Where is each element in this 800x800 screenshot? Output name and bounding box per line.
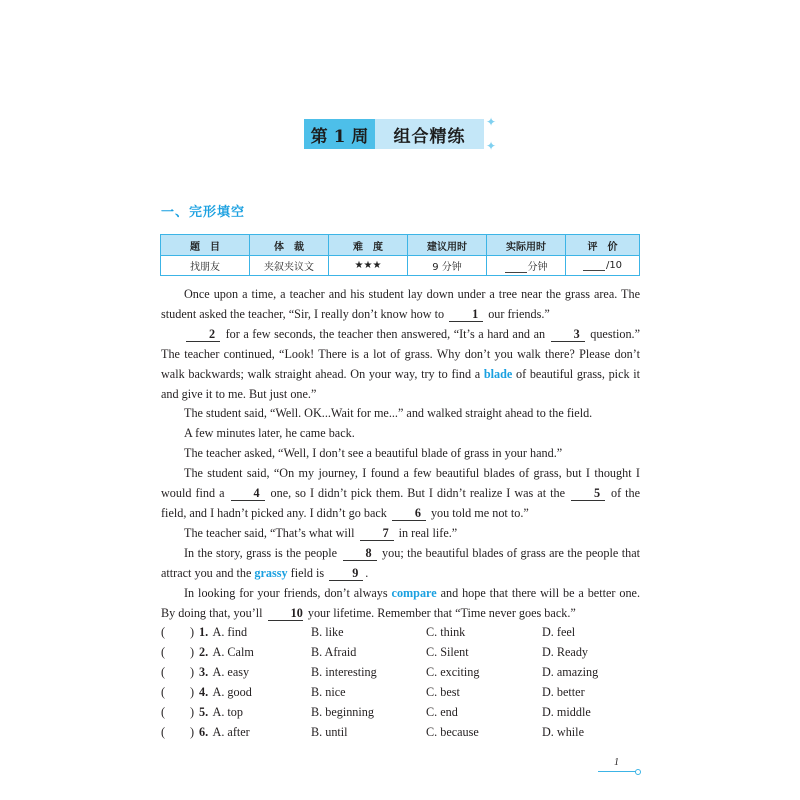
- option-d[interactable]: D. better: [542, 684, 585, 699]
- question-number: 1.: [199, 624, 209, 639]
- bracket-close: ): [189, 644, 194, 659]
- passage-text: .: [365, 565, 369, 580]
- option-a-text: A. after: [212, 724, 250, 739]
- option-b[interactable]: B. nice: [311, 684, 346, 699]
- question-row: [161, 622, 641, 642]
- blank-9: 9: [329, 566, 363, 581]
- answer-bracket[interactable]: [161, 725, 199, 740]
- score-blank[interactable]: [583, 260, 605, 271]
- bracket-open: (: [161, 724, 166, 739]
- passage-text: for a few seconds, the teacher then answered, “It’s a hard and an: [225, 326, 546, 341]
- header-topic: 题 目: [161, 235, 250, 256]
- option-a-text: A. good: [212, 684, 252, 699]
- score-suffix: /10: [605, 260, 623, 271]
- actual-time-cell[interactable]: [487, 256, 566, 276]
- topic-cell: 找朋友: [161, 256, 250, 276]
- option-a[interactable]: [199, 725, 311, 740]
- question-number: 4.: [199, 684, 209, 699]
- sparkle-icon: ✦: [486, 115, 497, 129]
- option-a[interactable]: [199, 645, 311, 660]
- passage-paragraph: A few minutes later, he came back.: [184, 426, 355, 441]
- passage-text: you told me not to.”: [430, 505, 529, 520]
- answer-bracket[interactable]: [161, 665, 199, 680]
- blank-6: 6: [392, 506, 426, 521]
- passage-text: in real life.”: [398, 525, 458, 540]
- blank-3: 3: [551, 327, 585, 342]
- option-a[interactable]: [199, 685, 311, 700]
- option-c[interactable]: C. because: [426, 724, 479, 739]
- passage-text: your lifetime. Remember that “Time never goes back.”: [307, 605, 576, 620]
- question-row: [161, 682, 641, 702]
- option-d[interactable]: D. while: [542, 724, 584, 739]
- question-number: 3.: [199, 664, 209, 679]
- option-c[interactable]: C. end: [426, 704, 458, 719]
- option-b[interactable]: B. like: [311, 624, 344, 639]
- option-d[interactable]: D. middle: [542, 704, 591, 719]
- blank-5: 5: [571, 486, 605, 501]
- actual-time-unit: 分钟: [527, 262, 548, 273]
- exercise-info-table: [160, 234, 640, 276]
- actual-time-blank[interactable]: [505, 262, 527, 273]
- option-c[interactable]: C. exciting: [426, 664, 480, 679]
- answer-bracket[interactable]: [161, 705, 199, 720]
- passage-paragraph: The teacher asked, “Well, I don’t see a beautiful blade of grass in your hand.”: [184, 446, 563, 461]
- blank-10: 10: [268, 606, 303, 621]
- passage-text: you; the beautiful blades of grass are the people that attract you and the: [161, 545, 641, 580]
- header-difficulty: 难 度: [329, 235, 408, 256]
- option-b[interactable]: B. interesting: [311, 664, 377, 679]
- passage-text: In looking for your friends, don’t always: [184, 585, 388, 600]
- question-number: 5.: [199, 704, 209, 719]
- passage-paragraph: The student said, “Well. OK...Wait for me...” and walked straight ahead to the field.: [184, 406, 593, 421]
- passage-paragraph: [161, 464, 640, 524]
- page-dot-icon: [635, 769, 641, 775]
- bracket-open: (: [161, 684, 166, 699]
- bracket-open: (: [161, 704, 166, 719]
- passage-text: of beautiful grass, pick it and give it to me. But just one.”: [161, 366, 641, 401]
- multiple-choice-list: [161, 622, 641, 742]
- section-heading: 一、完形填空: [161, 205, 246, 220]
- option-a-text: A. find: [212, 624, 248, 639]
- passage-text: Once upon a time, a teacher and his student lay down under a tree near the grass area. The student asked the teacher, “Sir, I really don’t know how to: [161, 287, 640, 321]
- bracket-open: (: [161, 644, 166, 659]
- passage-text: of the field, and I hadn’t picked any. I didn’t go back: [161, 486, 641, 520]
- highlight-word-compare: compare: [391, 585, 437, 600]
- question-number: 2.: [199, 644, 209, 659]
- passage-text: field is: [290, 565, 325, 580]
- score-cell[interactable]: [566, 256, 640, 276]
- header-suggested-time: 建议用时: [408, 235, 487, 256]
- blank-4: 4: [231, 486, 265, 501]
- highlight-word-grassy: grassy: [254, 565, 288, 580]
- bracket-open: (: [161, 664, 166, 679]
- sparkle-icon: ✦: [486, 139, 497, 153]
- suggested-time-cell: 9 分钟: [408, 256, 487, 276]
- option-d[interactable]: D. feel: [542, 624, 576, 639]
- blank-8: 8: [343, 546, 377, 561]
- week-label: 第 1 周: [304, 119, 375, 149]
- option-d[interactable]: D. amazing: [542, 664, 599, 679]
- question-number: 6.: [199, 724, 209, 739]
- passage-paragraph: [161, 524, 640, 544]
- passage-paragraph: [161, 285, 640, 325]
- option-a[interactable]: [199, 625, 311, 640]
- bracket-open: (: [161, 624, 166, 639]
- cloze-passage: [161, 285, 640, 623]
- answer-bracket[interactable]: [161, 625, 199, 640]
- difficulty-stars: ★★★: [329, 256, 408, 276]
- bracket-close: ): [189, 704, 194, 719]
- header-evaluation: 评 价: [566, 235, 640, 256]
- header-genre: 体 裁: [250, 235, 329, 256]
- page-number: 1: [614, 757, 619, 768]
- passage-paragraph: [161, 584, 640, 624]
- bracket-close: ): [189, 664, 194, 679]
- page-number-underline: [598, 771, 636, 772]
- option-a-text: A. top: [212, 704, 243, 719]
- option-b[interactable]: B. beginning: [311, 704, 374, 719]
- passage-text: The teacher said, “That’s what will: [184, 525, 355, 540]
- option-a[interactable]: [199, 705, 311, 720]
- passage-text: one, so I didn’t pick them. But I didn’t realize I was at the: [270, 486, 565, 501]
- option-a[interactable]: [199, 665, 311, 680]
- week-title-banner: [304, 119, 484, 149]
- question-row: [161, 642, 641, 662]
- option-d[interactable]: D. Ready: [542, 644, 589, 659]
- bracket-close: ): [189, 724, 194, 739]
- blank-7: 7: [360, 526, 394, 541]
- bracket-close: ): [189, 624, 194, 639]
- answer-bracket[interactable]: [161, 685, 199, 700]
- option-b[interactable]: B. Afraid: [311, 644, 357, 659]
- blank-1: 1: [449, 307, 483, 322]
- highlight-word-blade: blade: [483, 366, 513, 381]
- answer-bracket[interactable]: [161, 645, 199, 660]
- passage-text: question.” The teacher continued, “Look! There is a lot of grass. Why don’t you walk there? Please don’t walk backwards; walk straight ahead. On your way, try to find a: [161, 326, 640, 381]
- option-c[interactable]: C. best: [426, 684, 460, 699]
- passage-text: our friends.”: [488, 306, 550, 321]
- table-row: [161, 256, 640, 276]
- table-header-row: [161, 235, 640, 256]
- page-title: 组合精练: [375, 119, 484, 149]
- genre-cell: 夹叙夹议文: [250, 256, 329, 276]
- question-row: [161, 662, 641, 682]
- passage-paragraph: [161, 544, 640, 584]
- option-b[interactable]: B. until: [311, 724, 348, 739]
- bracket-close: ): [189, 684, 194, 699]
- option-a-text: A. easy: [212, 664, 250, 679]
- header-actual-time: 实际用时: [487, 235, 566, 256]
- passage-text: and hope that there will be a better one. By doing that, you’ll: [161, 585, 640, 620]
- option-c[interactable]: C. Silent: [426, 644, 469, 659]
- option-c[interactable]: C. think: [426, 624, 466, 639]
- question-row: [161, 722, 641, 742]
- passage-paragraph: [161, 325, 640, 405]
- question-row: [161, 702, 641, 722]
- option-a-text: A. Calm: [212, 644, 254, 659]
- passage-text: The student said, “On my journey, I found a few beautiful blades of grass, but I thought I would find a: [161, 466, 640, 501]
- blank-2: 2: [186, 327, 220, 342]
- passage-text: In the story, grass is the people: [184, 545, 338, 560]
